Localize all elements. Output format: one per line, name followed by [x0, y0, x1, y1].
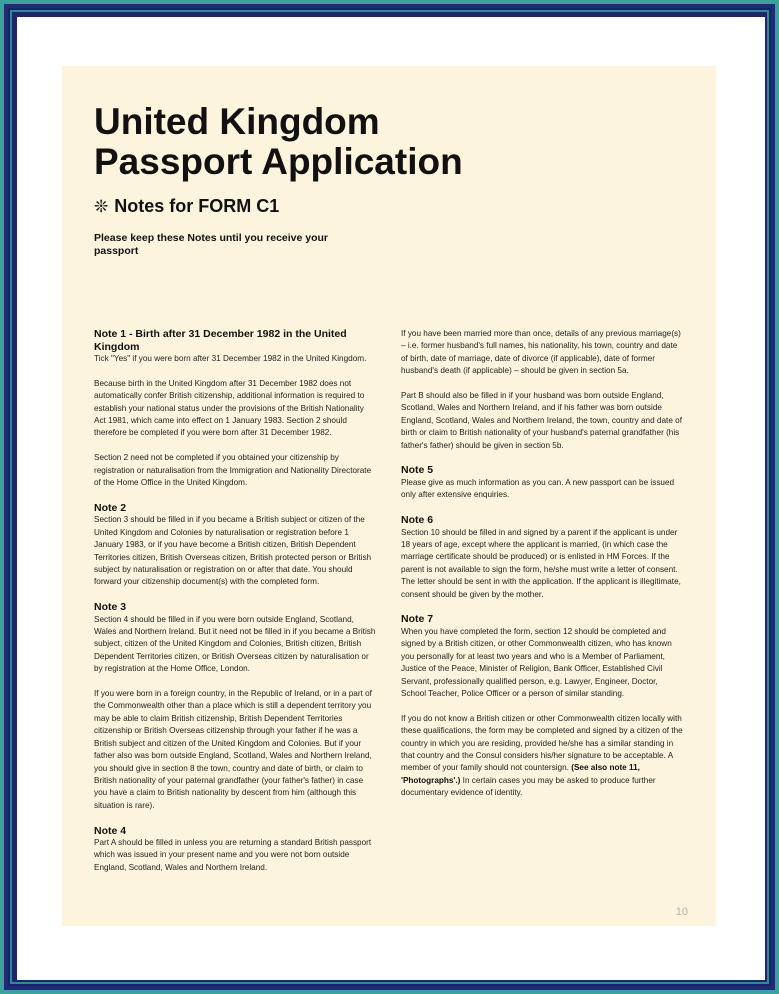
see-also-reference: (See also note 11, 'Photographs'.) — [401, 763, 640, 785]
page-number: 10 — [675, 906, 688, 918]
note-2-paragraph-1: Section 3 should be filled in if you became a British subject or citizen of the United Kingdom and Colonies by naturalisation or registration before 1 January 1983, or if you have become a British citizen, British Dependent Territories citizen, British Overseas citizen, British protected person or British subject by naturalisation or registration on or after that date. You should forward your citizenship document(s) with the completed form. — [94, 515, 372, 587]
right-column — [401, 328, 684, 812]
note-5-paragraph-1: Please give as much information as you can. A new passport can be issued only after extensive enquiries. — [401, 477, 675, 500]
note-4-paragraph-2: If you have been married more than once, details of any previous marriage(s) – i.e. former husband's full names, his nationality, his town, country and date of birth, date of marriage, date of divorce (if applicable), date of former husband's death (if applicable) – should be given in section 5a. — [401, 329, 681, 376]
note-1-paragraph-3: Section 2 need not be completed if you obtained your citizenship by registration or naturalisation from the Immigration and Nationality Directorate of the Home Office in the United Kingdom. — [94, 453, 372, 488]
note-7-heading: Note 7 — [401, 613, 434, 626]
note-1-heading: Note 1 - Birth after 31 December 1982 in the United Kingdom — [94, 328, 347, 353]
note-7-text-a: If you do not know a British citizen or other Commonwealth citizen locally with these qualifications, the form may be completed and signed by a citizen of the country in which you are residing, provided he/she has a similar standing in that country and the Consul considers his/her signature to be acceptable. A member of your family should not countersign. — [401, 713, 683, 773]
note-5-heading: Note 5 — [401, 464, 434, 477]
left-column — [94, 328, 377, 887]
note-7-text-c: In certain cases you may be asked to produce further documentary evidence of identity. — [401, 775, 656, 798]
note-4-heading: Note 4 — [94, 824, 127, 837]
title-line-2: Passport Application — [94, 141, 463, 182]
note-2-heading: Note 2 — [94, 501, 127, 514]
document-page — [62, 66, 716, 926]
subtitle — [94, 196, 279, 217]
note-1-paragraph-1: Tick "Yes" if you were born after 31 December 1982 in the United Kingdom. — [94, 354, 367, 363]
note-7-paragraph-1: When you have completed the form, section 12 should be completed and signed by a British citizen, or other Commonwealth citizen, who has known you personally for at least two years and who is a Member of Parliament, Justice of the Peace, Minister of Religion, Bank Officer, Established Civil Servant, professionally qualified person, e.g. Lawyer, Engineer, Doctor, School Teacher, Police Officer or a person of similar standing. — [401, 626, 672, 698]
note-4-paragraph-3: Part B should also be filled in if your husband was born outside England, Scotland, Wales and Northern Ireland, and if his father was born outside England, Scotland, Wales and Northern Ireland, the town, country and date of birth or claim to British nationality of your husband's paternal grandfather (his father's father) should be given in section 5b. — [401, 391, 682, 450]
note-6-paragraph-1: Section 10 should be filled in and signed by a parent if the applicant is under 18 years of age, except where the applicant is married, (in which case the marriage certificate should be produced) or is enlisted in HM Forces. If the parent is not available to sign the form, he/she must write a letter of consent. The letter should be sent in with the application. If the applicant is illegitimate, consent should be given by the mother. — [401, 527, 681, 599]
snowflake-icon: ❊ — [94, 196, 109, 217]
note-3-paragraph-2: If you were born in a foreign country, in the Republic of Ireland, or in a part of the Commonwealth other than a place which is still a dependent territory you may be able to claim British citizenship, British Dependent Territories citizenship or British Overseas citizenship through your father if he was a British subject and citizen of the United Kingdom and Colonies. But if your father also was born outside England, Scotland, Wales and Northern Ireland, you should give in section 8 the town, country and date of birth, or claim to British nationality of your paternal grandfather (your father's father) in case you have a claim to British nationality by descent from him (although this situation is rare). — [94, 689, 372, 810]
note-4-paragraph-1: Part A should be filled in unless you are returning a standard British passport which was issued in your present name and you were not born outside England, Scotland, Wales and Northern Ireland. — [94, 838, 372, 872]
page-title — [94, 102, 463, 182]
title-line-1: United Kingdom — [94, 101, 380, 142]
note-3-paragraph-1: Section 4 should be filled in if you were born outside England, Scotland, Wales and Northern Ireland. But it need not be filled in if you became a British subject, citizen of the United Kingdom and Colonies, British citizen, British Dependent Territories citizen, or British Overseas citizen by naturalisation or by registration at the Home Office, London. — [94, 614, 376, 674]
note-3-heading: Note 3 — [94, 601, 127, 614]
note-6-heading: Note 6 — [401, 514, 434, 527]
subtitle-text: Notes for FORM C1 — [114, 196, 280, 216]
keep-notice: Please keep these Notes until you receive your passport — [94, 232, 329, 257]
note-1-paragraph-2: Because birth in the United Kingdom after 31 December 1982 does not automatically confer British citizenship, additional information is required to establish your national status under the provisions of the British Nationality Act 1981, which came into effect on 1 January 1983. Section 2 should therefore be completed if you were born after 31 December 1982. — [94, 378, 365, 438]
note-7-paragraph-2 — [401, 713, 684, 800]
